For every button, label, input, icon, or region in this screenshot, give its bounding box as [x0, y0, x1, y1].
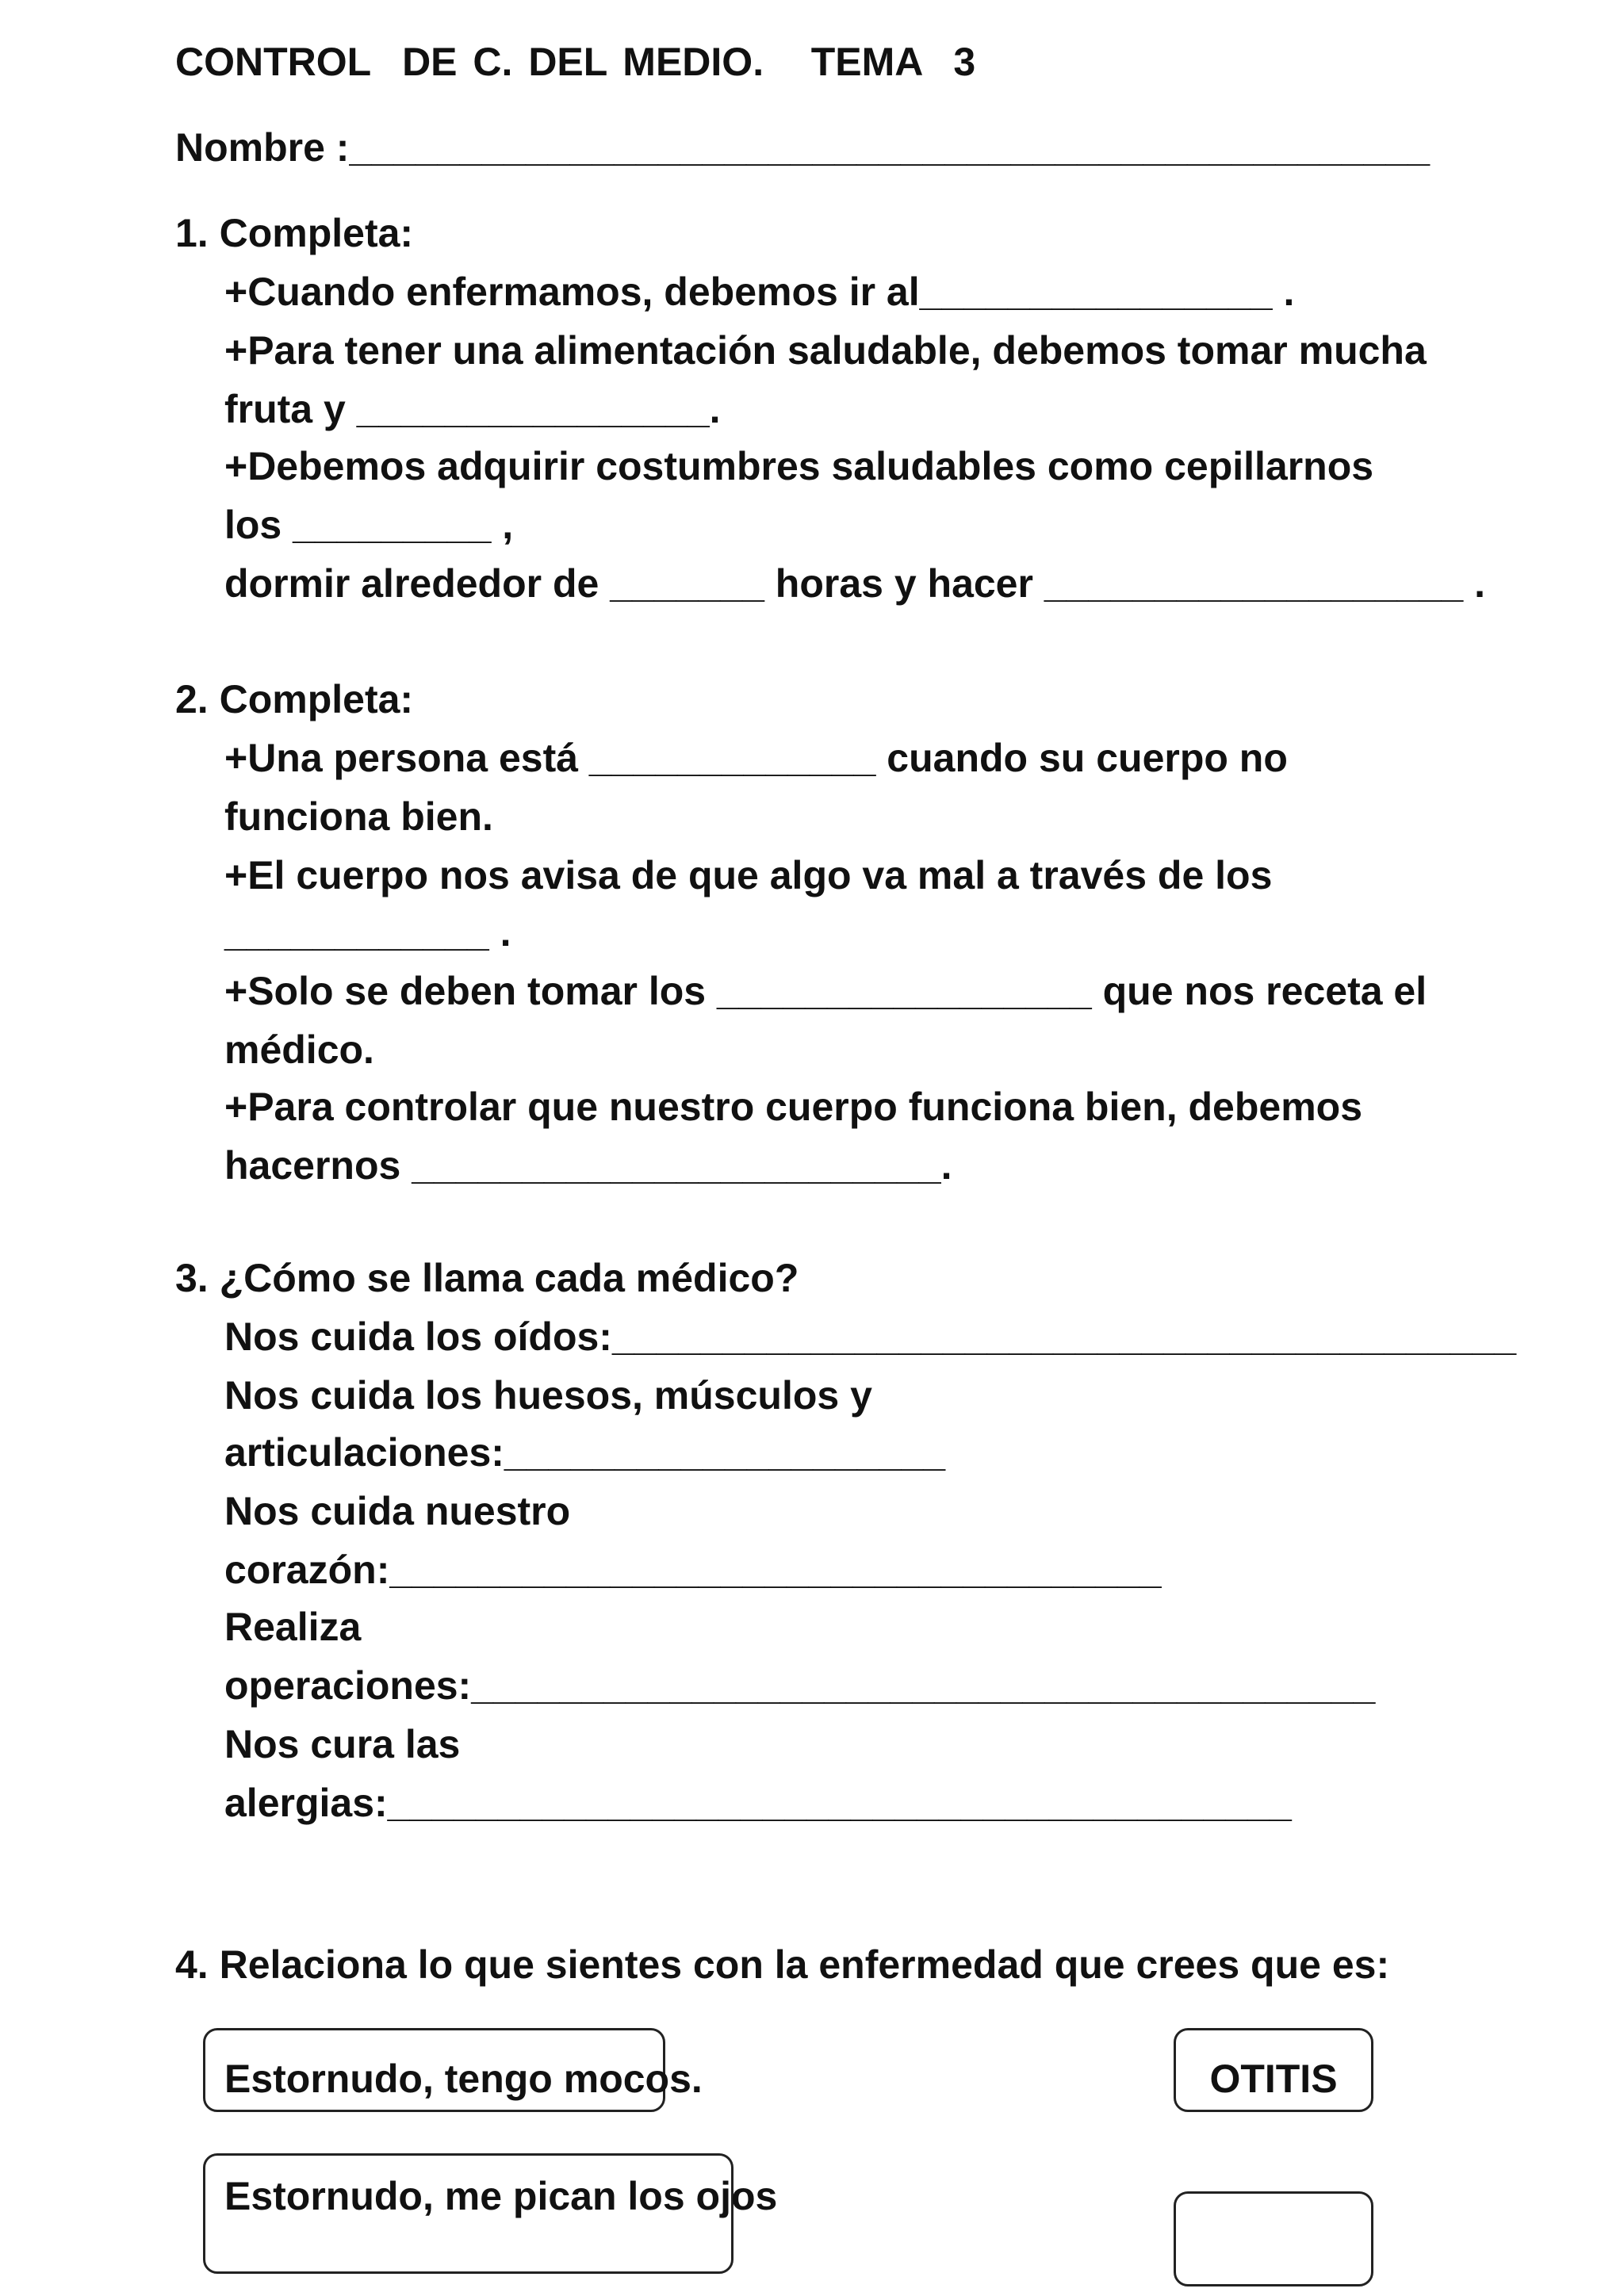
page-title: CONTROL DE C. DEL MEDIO. TEMA 3: [175, 40, 976, 84]
section1-line: fruta y ________________.: [224, 387, 721, 431]
section4-heading: 4. Relaciona lo que sientes con la enfermedad que crees que es:: [175, 1942, 1390, 1987]
section3-line: alergias:_________________________________________: [224, 1781, 1292, 1825]
section1-line: +Cuando enfermamos, debemos ir al________________ .: [224, 270, 1295, 314]
section1-heading: 1. Completa:: [175, 211, 414, 255]
section1-line: dormir alrededor de _______ horas y hacer ___________________ .: [224, 561, 1485, 606]
section3-line: Nos cuida los huesos, músculos y: [224, 1373, 872, 1418]
section3-line: Realiza: [224, 1605, 362, 1649]
section2-line: funciona bien.: [224, 794, 493, 839]
section2-line: +Para controlar que nuestro cuerpo funciona bien, debemos: [224, 1085, 1363, 1129]
section2-line: ____________ .: [224, 910, 511, 955]
section1-line: los _________ ,: [224, 503, 514, 547]
section3-line: articulaciones:____________________: [224, 1430, 946, 1475]
section3-line: Nos cuida los oídos:_________________________________________: [224, 1314, 1517, 1359]
section2-line: +Una persona está _____________ cuando su cuerpo no: [224, 736, 1288, 780]
section1-line: +Debemos adquirir costumbres saludables como cepillarnos: [224, 444, 1374, 488]
section2-line: hacernos ________________________.: [224, 1143, 952, 1188]
section2-line: médico.: [224, 1027, 374, 1072]
section3-line: Nos cuida nuestro: [224, 1489, 571, 1533]
disease-label: OTITIS: [1209, 2057, 1338, 2101]
section3-line: Nos cura las: [224, 1722, 461, 1766]
section2-line: +Solo se deben tomar los _________________ que nos receta el: [224, 969, 1427, 1013]
name-field[interactable]: Nombre :_________________________________________________: [175, 125, 1431, 170]
section3-heading: 3. ¿Cómo se llama cada médico?: [175, 1256, 799, 1300]
section2-heading: 2. Completa:: [175, 677, 414, 721]
section1-line: +Para tener una alimentación saludable, debemos tomar mucha: [224, 328, 1427, 373]
section3-line: operaciones:_________________________________________: [224, 1663, 1376, 1708]
symptom-label: Estornudo, me pican los ojos: [224, 2174, 778, 2218]
disease-box-empty: [1174, 2191, 1373, 2286]
symptom-label: Estornudo, tengo mocos.: [224, 2057, 703, 2101]
section2-line: +El cuerpo nos avisa de que algo va mal a través de los: [224, 853, 1273, 897]
section3-line: corazón:___________________________________: [224, 1548, 1162, 1592]
